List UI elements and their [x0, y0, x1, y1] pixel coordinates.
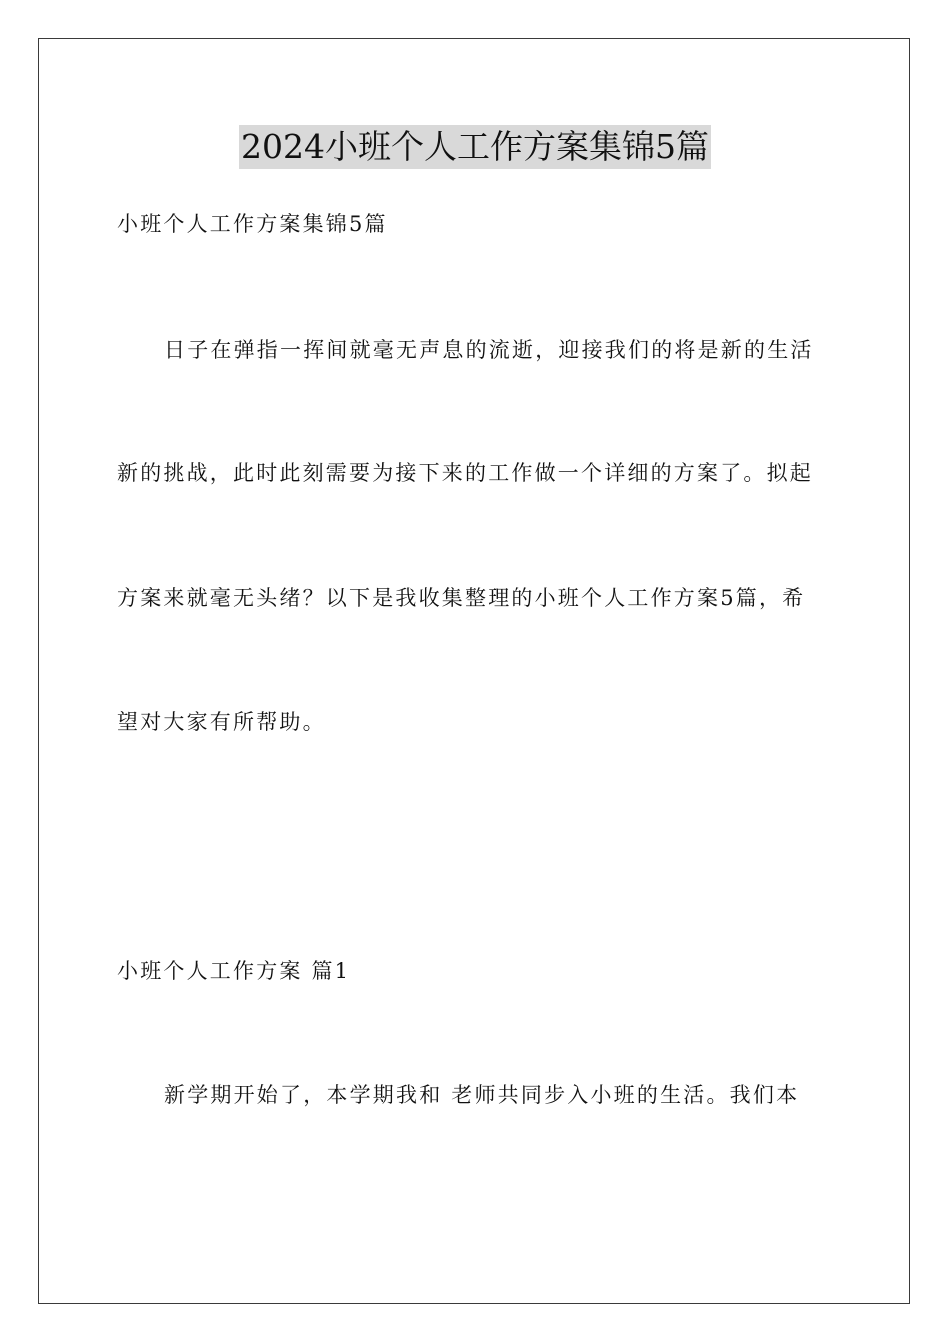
section-heading: 小班个人工作方案 篇1: [117, 959, 351, 983]
document-subtitle: 小班个人工作方案集锦5篇: [117, 212, 388, 236]
title-container: [0, 125, 950, 169]
paragraph-line: 新学期开始了，本学期我和 老师共同步入小班的生活。我们本: [164, 1083, 800, 1107]
paragraph-line: 望对大家有所帮助。: [117, 710, 326, 734]
paragraph-line: 新的挑战，此时此刻需要为接下来的工作做一个详细的方案了。拟起: [117, 461, 813, 485]
paragraph-line: 日子在弹指一挥间就毫无声息的流逝，迎接我们的将是新的生活: [164, 338, 814, 362]
document-title: 2024小班个人工作方案集锦5篇: [239, 125, 711, 169]
paragraph-line: 方案来就毫无头绪？以下是我收集整理的小班个人工作方案5篇，希: [117, 586, 806, 610]
